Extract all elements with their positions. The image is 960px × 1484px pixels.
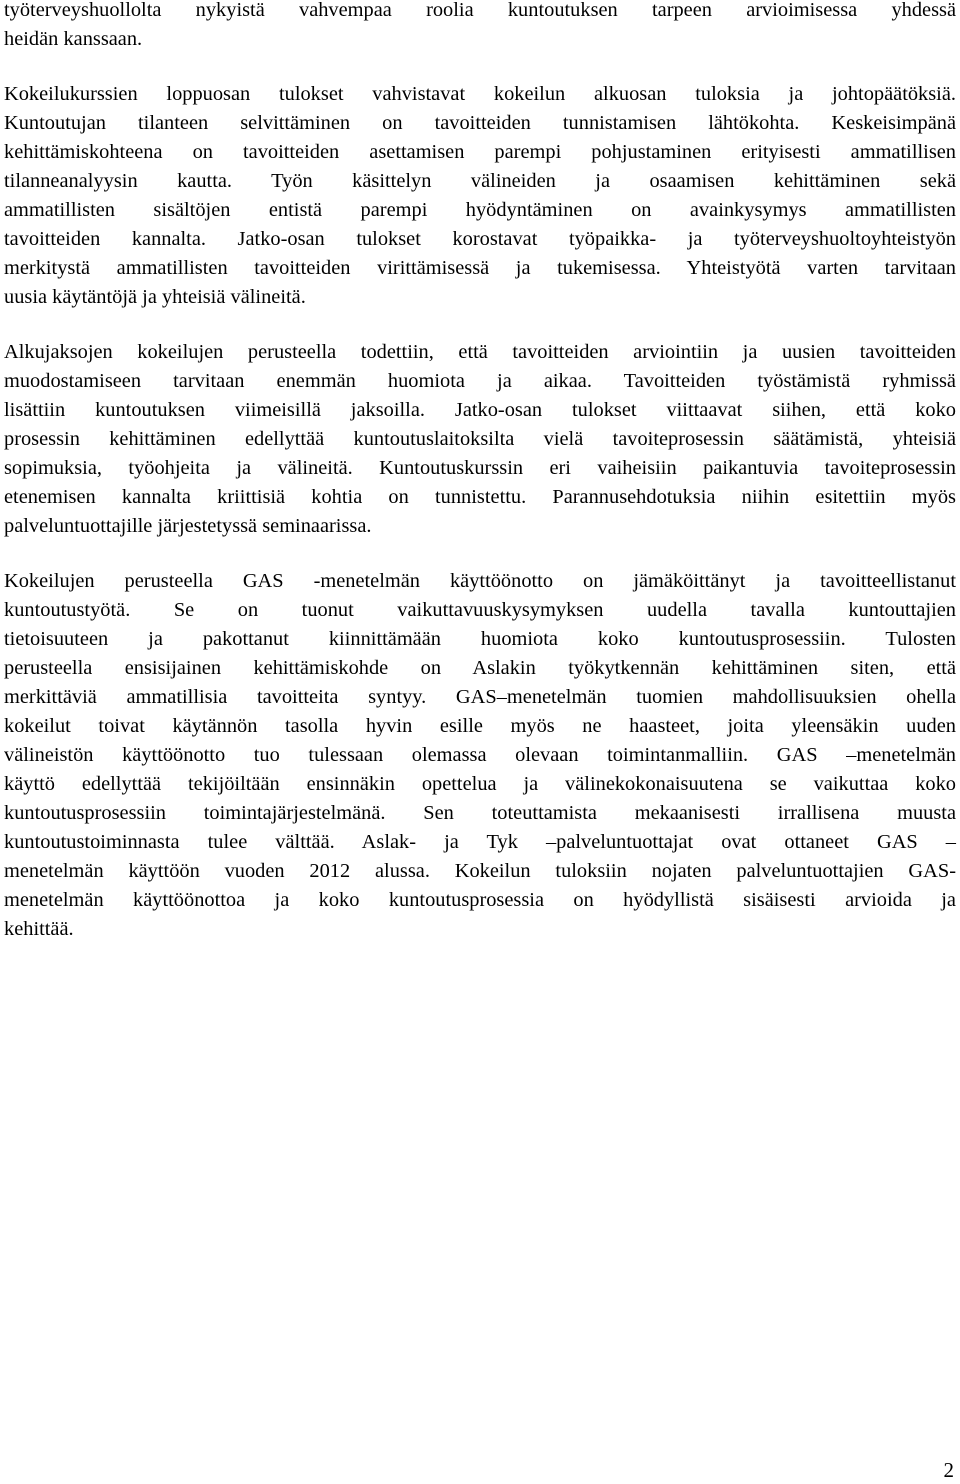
text-line: tavoitteiden kannalta. Jatko-osan tulokset korostavat työpaikka- ja työterveyshuoltoyhteistyön: [4, 228, 956, 250]
text-line: tietoisuuteen ja pakottanut kiinnittämään huomiota koko kuntoutusprosessiin. Tulosten: [4, 628, 956, 650]
paragraph: [4, 338, 956, 541]
text-line: Alkujaksojen kokeilujen perusteella todettiin, että tavoitteiden arviointiin ja uusien tavoitteiden: [4, 341, 956, 363]
text-line: kokeilut toivat käytännön tasolla hyvin esille myös ne haasteet, joita yleensäkin uuden: [4, 715, 956, 737]
text-line: menetelmän käyttöön vuoden 2012 alussa. Kokeilun tuloksiin nojaten palveluntuottajien GAS-: [4, 860, 956, 882]
text-line: perusteella ensisijainen kehittämiskohde on Aslakin työkytkennän kehittäminen siten, että: [4, 657, 956, 679]
text-line: merkitystä ammatillisten tavoitteiden virittämisessä ja tukemisessa. Yhteistyötä varten tarvitaan: [4, 257, 956, 279]
text-line: sopimuksia, työohjeita ja välineitä. Kuntoutuskurssin eri vaiheisiin paikantuvia tavoiteprosessin: [4, 457, 956, 479]
page-number: 2: [943, 1458, 954, 1482]
text-line: uusia käytäntöjä ja yhteisiä välineitä.: [4, 286, 306, 308]
text-line: lisättiin kuntoutuksen viimeisillä jaksoilla. Jatko-osan tulokset viittaavat siihen, että koko: [4, 399, 956, 421]
text-line: kehittää.: [4, 918, 74, 940]
text-line: kuntoutustoiminnasta tulee välttää. Aslak- ja Tyk –palveluntuottajat ovat ottaneet GAS –: [4, 831, 956, 853]
text-line: tilanneanalyysin kautta. Työn käsittelyn välineiden ja osaamisen kehittäminen sekä: [4, 170, 956, 192]
paragraph: [4, 567, 956, 944]
text-line: merkittäviä ammatillisia tavoitteita syntyy. GAS–menetelmän tuomien mahdollisuuksien ohella: [4, 686, 956, 708]
text-line: etenemisen kannalta kriittisiä kohtia on tunnistettu. Parannusehdotuksia niihin esitettiin myös: [4, 486, 956, 508]
text-line: palveluntuottajille järjestetyssä seminaarissa.: [4, 515, 372, 537]
text-line: käyttö edellyttää tekijöiltään ensinnäkin opettelua ja välinekokonaisuutena se vaikuttaa koko: [4, 773, 956, 795]
text-line: kuntoutusprosessiin toimintajärjestelmänä. Sen toteuttamista mekaanisesti irrallisena muusta: [4, 802, 956, 824]
text-line: Kokeilukurssien loppuosan tulokset vahvistavat kokeilun alkuosan tuloksia ja johtopäätöksiä.: [4, 83, 956, 105]
text-line: muodostamiseen tarvitaan enemmän huomiota ja aikaa. Tavoitteiden työstämistä ryhmissä: [4, 370, 956, 392]
text-line: Kokeilujen perusteella GAS -menetelmän käyttöönotto on jämäköittänyt ja tavoitteellistanut: [4, 570, 956, 592]
paragraph: [4, 80, 956, 312]
paragraph: [4, 0, 956, 54]
text-line: työterveyshuollolta nykyistä vahvempaa roolia kuntoutuksen tarpeen arvioimisessa yhdessä: [4, 0, 956, 21]
text-line: Kuntoutujan tilanteen selvittäminen on tavoitteiden tunnistamisen lähtökohta. Keskeisimpänä: [4, 112, 956, 134]
text-line: ammatillisten sisältöjen entistä parempi hyödyntäminen on avainkysymys ammatillisten: [4, 199, 956, 221]
text-line: prosessin kehittäminen edellyttää kuntoutuslaitoksilta vielä tavoiteprosessin säätämistä, yhteisiä: [4, 428, 956, 450]
text-line: kuntoutustyötä. Se on tuonut vaikuttavuuskysymyksen uudella tavalla kuntouttajien: [4, 599, 956, 621]
text-line: heidän kanssaan.: [4, 28, 143, 50]
text-line: välineistön käyttöönotto tuo tulessaan olemassa olevaan toimintanmalliin. GAS –menetelmän: [4, 744, 956, 766]
text-line: menetelmän käyttöönottoa ja koko kuntoutusprosessia on hyödyllistä sisäisesti arvioida ja: [4, 889, 956, 911]
text-line: kehittämiskohteena on tavoitteiden asettamisen parempi pohjustaminen erityisesti ammatillisen: [4, 141, 956, 163]
